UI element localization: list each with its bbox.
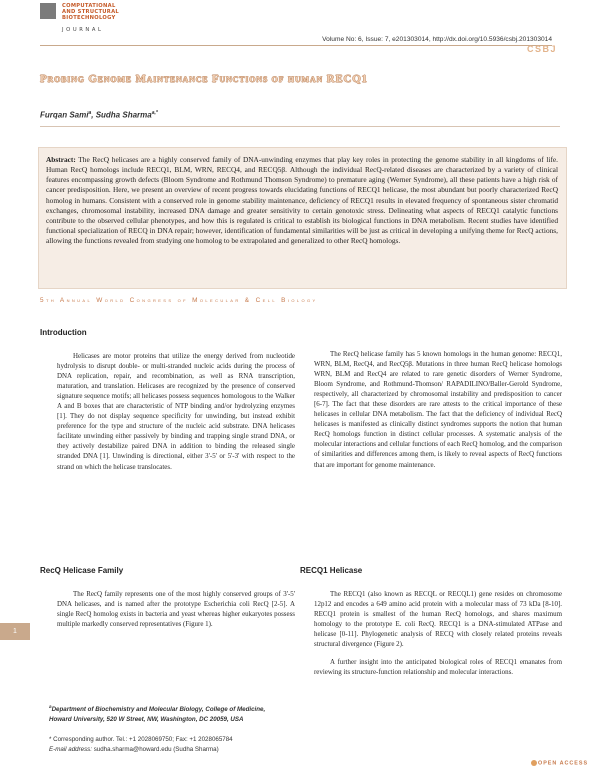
abstract [46, 155, 558, 246]
recq-homologs-text [314, 349, 562, 470]
corresponding-author: * Corresponding author. Tel.: +1 2028069750; Fax: +1 2028065784 [49, 736, 233, 743]
journal-logo-line: BIOTECHNOLOGY [62, 15, 116, 21]
journal-logo-word: JOURNAL [62, 27, 104, 33]
affiliation-line: Howard University, 520 W Street, NW, Washington, DC 20059, USA [49, 716, 244, 724]
section-heading-recq-family: RecQ Helicase Family [40, 566, 124, 575]
journal-tag: CSBJ [526, 44, 557, 54]
affiliation-mark: a [49, 704, 52, 709]
author-name: Furqan Sami [40, 110, 89, 120]
author-line [40, 110, 158, 120]
affiliation [49, 702, 265, 725]
corresponding-info [49, 735, 233, 755]
recq1-text [314, 589, 562, 677]
paragraph: Helicases are motor proteins that utilize the energy derived from nucleotide hydrolysis to disrupt double- or multi-stranded nucleic acids during the process of DNA replication, repair, and recombination, as well as RNA transcription, maturation, and translation. Helicases are recognized by the presence of conserved signature sequence motifs; all helicases possess sequences homologous to the Walker A and B boxes that are characteristic of NTP binding and/or hydrolyzing enzymes [1]. They do not display sequence specificity for unwinding, but instead exhibit preference for the type and structure of the nucleic acid substrate. DNA helicases facilitate unwinding either passively by binding and trapping single strand DNA, or they actively destabilize paired DNA in addition to binding the released single stranded DNA [1]. Unwinding is directional, either 3'-5' or 5'-3' with respect to the strand on which the helicase translocates. [57, 352, 295, 471]
open-access-text: OPEN ACCESS [538, 760, 589, 767]
section-heading-recq1: RECQ1 Helicase [300, 566, 363, 575]
title-divider [40, 126, 560, 127]
paragraph: The RECQ1 (also known as RECQL or RECQL1) gene resides on chromosome 12p12 and encodes a 649 amino acid protein with a molecular mass of 73 kDa [8-10]. RECQ1 protein is smallest of the human RecQ homologs, and shares maximum homology to the prototype E. coli RecQ. RECQ1 is a DNA-stimulated ATPase and helicase [0-11]. Phylogenetic analysis of RECQ with closely related proteins reveals structural divergence (Figure 2). [314, 590, 562, 649]
open-access-logo [530, 760, 588, 766]
section-heading-introduction: Introduction [40, 328, 87, 337]
journal-logo-mark [40, 3, 56, 19]
author-affiliation-mark: a,* [151, 110, 158, 116]
congress-banner: 5th Annual World Congress of Molecular & Cell Biology [40, 297, 318, 304]
abstract-label: Abstract: [46, 155, 76, 164]
article-title: Probing Genome Maintenance Functions of human RECQ1 [40, 73, 368, 85]
open-access-icon [531, 760, 537, 766]
email-address[interactable]: sudha.sharma@howard.edu (Sudha Sharma) [91, 746, 219, 753]
abstract-body: The RecQ helicases are a highly conserved family of DNA-unwinding enzymes that play key roles in protecting the genome stability in all kingdoms of life. Human RecQ homologs include RECQ1, BLM, WRN, RECQ4, and RECQ5β. Although the individual RecQ-related diseases are characterized by a variety of clinical features encompassing growth defects (Bloom Syndrome and Rothmund Thomson Syndrome) to premature aging (Werner Syndrome), all these patients have a high risk of cancer predisposition. Here, we present an overview of recent progress towards elucidating functions of RECQ1 helicase, the most abundant but poorly characterized RecQ homolog in humans. Consistent with a conserved role in genome stability maintenance, deficiency of RECQ1 results in elevated frequency of spontaneous sister chromatid exchanges, chromosomal instability, increased DNA damage and greater sensitivity to certain genotoxic stress. Delineating what aspects of RECQ1 catalytic functions contribute to the observed cellular phenotypes, and how this is regulated is critical to establish its biological functions in DNA metabolism. Recent studies have identified functional specialization of RECQ in DNA repair; however, identification of fundamental similarities will be just as critical in developing a unifying theme for RecQ actions, allowing the functions revealed from studying one homolog to be extrapolated and generalized to other RecQ homologs. [46, 155, 558, 246]
affiliation-line: Department of Biochemistry and Molecular Biology, College of Medicine, [51, 706, 266, 714]
author-affiliation-mark: a [88, 110, 92, 116]
author-name: Sudha Sharma [95, 110, 152, 120]
email-label: E-mail address: [49, 746, 92, 753]
paragraph: The RecQ helicase family has 5 known homologs in the human genome: RECQ1, WRN, BLM, RecQ4, and RecQ5β. Mutations in three human RecQ helicase homologs WRN, BLM and RecQ4 are related to rare genetic disorders of Werner Syndrome, Bloom Syndrome, and Rothmund-Thomson/ RAPADILINO/Baller-Gerold Syndrome, respectively, all characterized by chromosomal instability and predisposition to cancer [6-7]. The fact that these disorders are rare attests to the critical importance of these helicases in cellular DNA metabolism. The fact that the deficiency of individual RecQ helicases is manifested as clinically distinct syndromes supports the notion that human RecQ homologs function in distinct cellular processes. A systematic analysis of the molecular interactions and cellular functions of each RecQ homolog, and the comparison of similarities and differences among them, is likely to reveal aspects of RecQ functions that are important for genome maintenance. [314, 350, 562, 469]
header-divider [40, 45, 552, 46]
journal-logo-line: COMPUTATIONAL [62, 3, 116, 9]
volume-doi-line[interactable]: Volume No: 6, Issue: 7, e201303014, http://dx.doi.org/10.5936/csbj.201303014 [322, 36, 552, 43]
page-number: 1 [0, 623, 30, 640]
introduction-text [57, 351, 295, 472]
paragraph: A further insight into the anticipated biological roles of RECQ1 emanates from reviewing its structure-function relationship and molecular interactions. [314, 658, 562, 677]
recq-family-text [57, 589, 295, 629]
author-separator: , [91, 110, 96, 120]
journal-logo-line: AND STRUCTURAL [62, 9, 120, 15]
paragraph: The RecQ family represents one of the most highly conserved groups of 3'-5' DNA helicases, and is named after the prototype Escherichia coli RecQ [2-5]. A single RecQ homolog exists in bacteria and yeast whereas higher eukaryotes possess multiple markedly conserved representatives (Figure 1). [57, 590, 295, 629]
